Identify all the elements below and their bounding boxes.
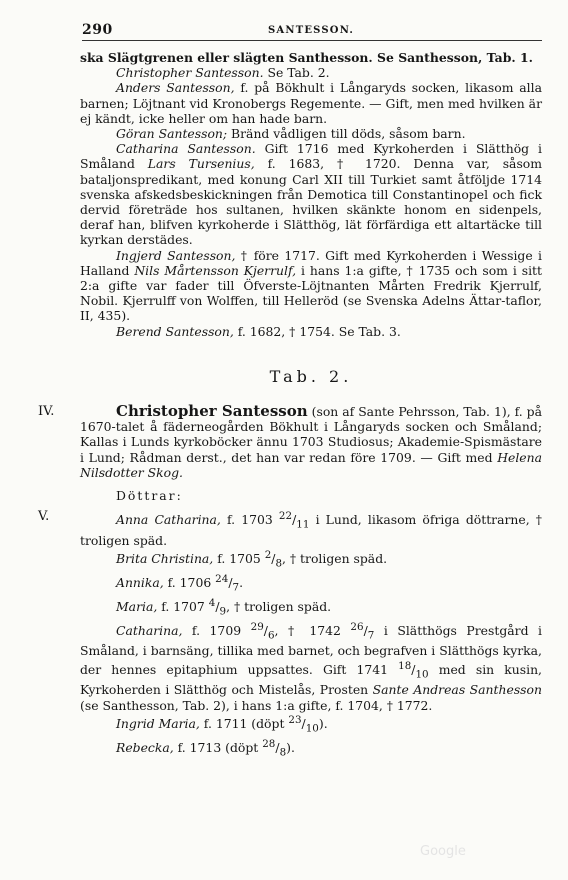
child-entry: Brita Christina, f. 1705 $^2/_8$, † troligen späd. bbox=[116, 549, 388, 570]
entry-text: f. 1713 (döpt bbox=[173, 739, 263, 755]
entry-text: f. 1705 bbox=[213, 551, 265, 567]
entry-name: Catharina Santesson. bbox=[116, 141, 256, 157]
date-month: 6 bbox=[267, 629, 275, 642]
continuation-paragraph bbox=[80, 50, 542, 65]
entry-text: f. 1682, † 1754. Se Tab. 3. bbox=[233, 323, 401, 339]
date-day: 22 bbox=[278, 510, 293, 523]
entry-text: Se Tab. 2. bbox=[263, 65, 330, 81]
date-day: 28 bbox=[262, 737, 276, 750]
entry-text: Bränd vådligen till döds, såsom barn. bbox=[227, 126, 466, 142]
entry-name: Ingjerd Santesson, bbox=[116, 247, 236, 263]
child-entry: Annika, f. 1706 $^{24}/_7$. bbox=[116, 573, 244, 594]
entry-name: Göran Santesson; bbox=[116, 126, 228, 142]
entry-text: i Slätthögs Prestgård i Småland, i barnsäng, tillika med barnet, och begrafven i Slätthögs kyrka, der hennes epitaphium uppsattes. Gift 1741 bbox=[80, 622, 543, 677]
child-name: Ingrid Maria, bbox=[116, 716, 200, 731]
page-header bbox=[82, 22, 542, 41]
date-day: 18 bbox=[398, 659, 412, 672]
generation-numeral: IV. bbox=[38, 404, 55, 420]
entry-name: Christopher Santesson. bbox=[116, 65, 264, 81]
daughters-heading: Döttrar: bbox=[116, 488, 183, 504]
date-month: 8 bbox=[275, 557, 283, 570]
spouse-name: Nils Mårtensson Kjerrulf, bbox=[134, 262, 297, 278]
entry-text: f. 1709 bbox=[182, 622, 251, 638]
entry-text: (son af Sante Pehrsson, Tab. 1), f. på 1670-talet å fäderneogården Bökhult i Långaryds socken och Småland; Kallas i Lunds kyrkoböcker ännu 1703 Studiosus; Akademie-Spismästare i Lund; Rådman derst., det han var redan före 1709. — Gift med bbox=[80, 404, 542, 465]
spouse-name: Helena Nilsdotter Skog. bbox=[80, 449, 542, 480]
child-name: Maria, bbox=[116, 599, 158, 614]
entry-anders bbox=[80, 80, 542, 126]
date-month: 9 bbox=[219, 605, 227, 618]
entry-text: med sin kusin, Kyrkoherden i Slätthög och Mistelås, Prosten bbox=[80, 661, 542, 698]
date-month: 7 bbox=[232, 581, 240, 594]
date-day: 4 bbox=[208, 596, 216, 609]
entry-text: , † 1742 bbox=[274, 622, 351, 638]
date-day: 2 bbox=[264, 549, 272, 562]
entry-text: Gift 1716 med Kyrkoherden i Slätthög i Småland bbox=[80, 141, 542, 172]
entry-text: f. på Bökhult i Långaryds socken, likasom alla barnen; Löjtnant vid Kronobergs Regemente. — Gift, men med hvilken är ej kändt, icke heller om han hade barn. bbox=[80, 80, 542, 126]
generation-numeral: V. bbox=[38, 509, 50, 525]
entry-name: Berend Santesson, bbox=[116, 323, 234, 339]
entry-text: i hans 1:a gifte, † 1735 och som i sitt 2:a gifte var fader till Öfverste-Löjtnanten Mårten Fredrik Kjerrulf, Nobil. Kjerrulff von Wolffen, till Helleröd (se Svenska Adelns Ättar-taflor, II, 435). bbox=[80, 262, 542, 324]
entry-goran bbox=[80, 126, 542, 141]
child-name: Rebecka, bbox=[116, 739, 174, 755]
spouse-name: Sante Andreas Santhesson bbox=[372, 682, 542, 698]
date-day: 23 bbox=[288, 713, 302, 726]
running-head: SANTESSON. bbox=[268, 25, 355, 36]
date-month: 8 bbox=[279, 746, 287, 759]
continuation-text: ska Slägtgrenen eller slägten Santhesson. Se Santhesson, Tab. 1. bbox=[80, 50, 533, 65]
entry-name: Anders Santesson, bbox=[116, 80, 235, 96]
table-title: Tab. 2. bbox=[269, 366, 353, 386]
child-name: Anna Catharina, bbox=[116, 512, 221, 528]
generation-iv bbox=[38, 402, 542, 480]
entry-text: . bbox=[239, 575, 244, 591]
faint-watermark: Google bbox=[420, 844, 466, 859]
date-month: 11 bbox=[296, 518, 310, 531]
date-month: 7 bbox=[367, 629, 375, 642]
entry-text: , † troligen späd. bbox=[282, 551, 388, 567]
generation-v bbox=[38, 509, 543, 760]
child-entry: Maria, f. 1707 $^4/_9$, † troligen späd. bbox=[116, 596, 332, 618]
entry-christopher-main bbox=[80, 404, 542, 480]
page-number: 290 bbox=[82, 22, 113, 38]
date-day: 26 bbox=[350, 620, 364, 633]
entry-text: i Lund, likasom öfriga döttrarne, † troligen späd. bbox=[80, 512, 543, 549]
entry-text: f. 1703 bbox=[220, 512, 279, 528]
entry-text: † före 1717. Gift med Kyrkoherden i Wessige i Halland bbox=[80, 247, 542, 278]
entry-berend bbox=[80, 324, 542, 339]
page-body bbox=[38, 50, 543, 760]
child-entry: Rebecka, f. 1713 (döpt $^{28}/_8$). bbox=[116, 737, 295, 759]
date-month: 10 bbox=[305, 722, 319, 735]
child-name: Catharina, bbox=[116, 622, 183, 638]
entry-text: (se Santhesson, Tab. 2), i hans 1:a gifte, f. 1704, † 1772. bbox=[80, 697, 433, 713]
child-entry: Anna Catharina, f. 1703 $^{22}/_{11}$ i Lund, likasom öfriga döttrarne, † troligen späd. bbox=[80, 510, 543, 549]
date-month: 10 bbox=[415, 668, 429, 681]
child-name: Brita Christina, bbox=[116, 551, 214, 567]
entry-text: ). bbox=[318, 716, 328, 731]
child-entry: Ingrid Maria, f. 1711 (döpt $^{23}/_{10}$). bbox=[116, 713, 328, 735]
entry-text: f. 1707 bbox=[157, 599, 209, 614]
spouse-name: Lars Tursenius, bbox=[147, 156, 255, 172]
entry-text: f. 1711 (döpt bbox=[199, 716, 289, 731]
entry-catharina bbox=[80, 141, 542, 247]
entry-ingjerd bbox=[80, 248, 542, 324]
entry-text: f. 1683, † 1720. Denna var, såsom bataljonspredikant, med konung Carl XII till Turkiet samt åtföljde 1714 svenska afskedsbeskickningen från Demotica till Constantinopel och fick dervid företräde hos sultanen, hvilken skänkte honom en sidenpels, deraf han, blifven kyrkoherde i Slätthög, lät förfärdiga ett altartäcke till kyrkan derstädes. bbox=[80, 156, 543, 248]
child-name: Annika, bbox=[116, 575, 164, 591]
child-entry: Catharina, f. 1709 $^{29}/_6$, † 1742 $^{26}/_7$ i Slätthögs Prestgård i Småland, i barnsäng, tillika med barnet, och begrafven i Slätthögs kyrka, der hennes epitaphium uppsattes. Gift 1741 $^{18}/_{10}$ med sin kusin, Kyrkoherden i Slätthög och Mistelås, Prosten Sante Andreas Santhesson (se Santhesson, Tab. 2), i hans 1:a gifte, f. 1704, † 1772. bbox=[80, 620, 543, 713]
entry-christopher bbox=[80, 65, 542, 80]
entry-text: , † troligen späd. bbox=[226, 599, 332, 614]
date-day: 24 bbox=[215, 573, 229, 586]
entry-text: f. 1706 bbox=[163, 575, 216, 591]
person-name: Christopher Santesson bbox=[116, 402, 308, 421]
entry-text: ). bbox=[286, 739, 295, 755]
date-day: 29 bbox=[250, 620, 264, 633]
